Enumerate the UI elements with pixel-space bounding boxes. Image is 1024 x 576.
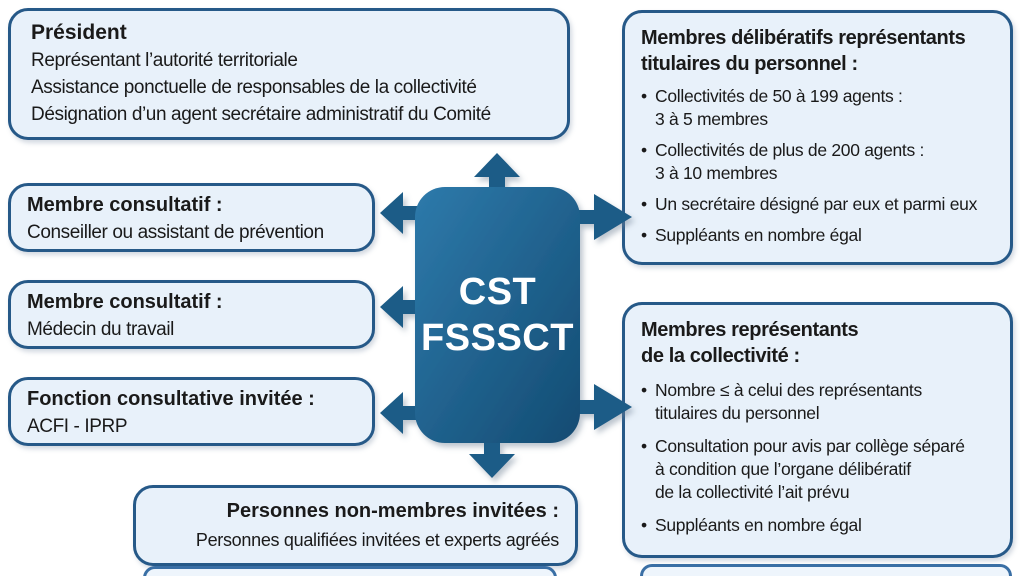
bullet-icon: •: [641, 436, 647, 456]
list-item: [641, 85, 1002, 131]
center-node-line2: FSSSCT: [421, 317, 574, 359]
bullet-icon: •: [641, 86, 647, 106]
box-president: [8, 8, 570, 140]
bullet-text: Collectivités de 50 à 199 agents : 3 à 5 membres: [655, 86, 903, 129]
box-fonction-consultative: [8, 377, 375, 446]
non-membres-line: Personnes qualifiées invitées et experts agréés: [195, 530, 559, 550]
bullet-icon: •: [641, 380, 647, 400]
center-node-label: [415, 187, 580, 443]
membre-consultatif-title: Membre consultatif :: [27, 291, 223, 313]
collectivite-title-line-1: Membres représentants: [641, 319, 859, 341]
membre-consultatif-line: Médecin du travail: [27, 319, 174, 340]
bullet-text: Suppléants en nombre égal: [655, 225, 862, 245]
box-membres-deliberatifs: [622, 10, 1013, 265]
center-node-line1: CST: [458, 271, 537, 313]
president-line-3: Désignation d’un agent secrétaire administratif du Comité: [31, 104, 491, 125]
collectivite-title-line-2: de la collectivité :: [641, 345, 800, 367]
box-membre-consultatif-medecin: [8, 280, 375, 349]
cutoff-box-top-right: [640, 564, 1012, 576]
fonction-consultative-line: ACFI - IPRP: [27, 416, 128, 437]
box-personnes-non-membres: [133, 485, 578, 566]
box-membres-collectivite: [622, 302, 1013, 558]
bullet-text: Suppléants en nombre égal: [655, 515, 862, 535]
cutoff-box-top-left: [143, 566, 557, 576]
membre-consultatif-line: Conseiller ou assistant de prévention: [27, 222, 324, 243]
deliberatifs-title-line-2: titulaires du personnel :: [641, 53, 858, 75]
list-item: [641, 435, 1002, 504]
bullet-text: Un secrétaire désigné par eux et parmi eux: [655, 194, 978, 214]
box-membre-consultatif-prevention: [8, 183, 375, 252]
bullet-icon: •: [641, 225, 647, 245]
membre-consultatif-title: Membre consultatif :: [27, 194, 223, 216]
president-line-1: Représentant l’autorité territoriale: [31, 50, 298, 71]
list-item: [641, 379, 1002, 425]
list-item: [641, 514, 1002, 537]
bullet-text: Consultation pour avis par collège séparé à condition que l’organe délibératif de la collectivité l’ait prévu: [655, 436, 965, 502]
list-item: [641, 224, 1002, 247]
president-line-2: Assistance ponctuelle de responsables de la collectivité: [31, 77, 477, 98]
bullet-icon: •: [641, 140, 647, 160]
list-item: [641, 193, 1002, 216]
bullet-icon: •: [641, 515, 647, 535]
bullet-text: Nombre ≤ à celui des représentants titulaires du personnel: [655, 380, 922, 423]
bullet-icon: •: [641, 194, 647, 214]
non-membres-title: Personnes non-membres invitées :: [226, 500, 559, 522]
list-item: [641, 139, 1002, 185]
fonction-consultative-title: Fonction consultative invitée :: [27, 388, 315, 410]
president-title: Président: [31, 21, 127, 44]
bullet-text: Collectivités de plus de 200 agents : 3 à 10 membres: [655, 140, 925, 183]
deliberatifs-title-line-1: Membres délibératifs représentants: [641, 27, 966, 49]
